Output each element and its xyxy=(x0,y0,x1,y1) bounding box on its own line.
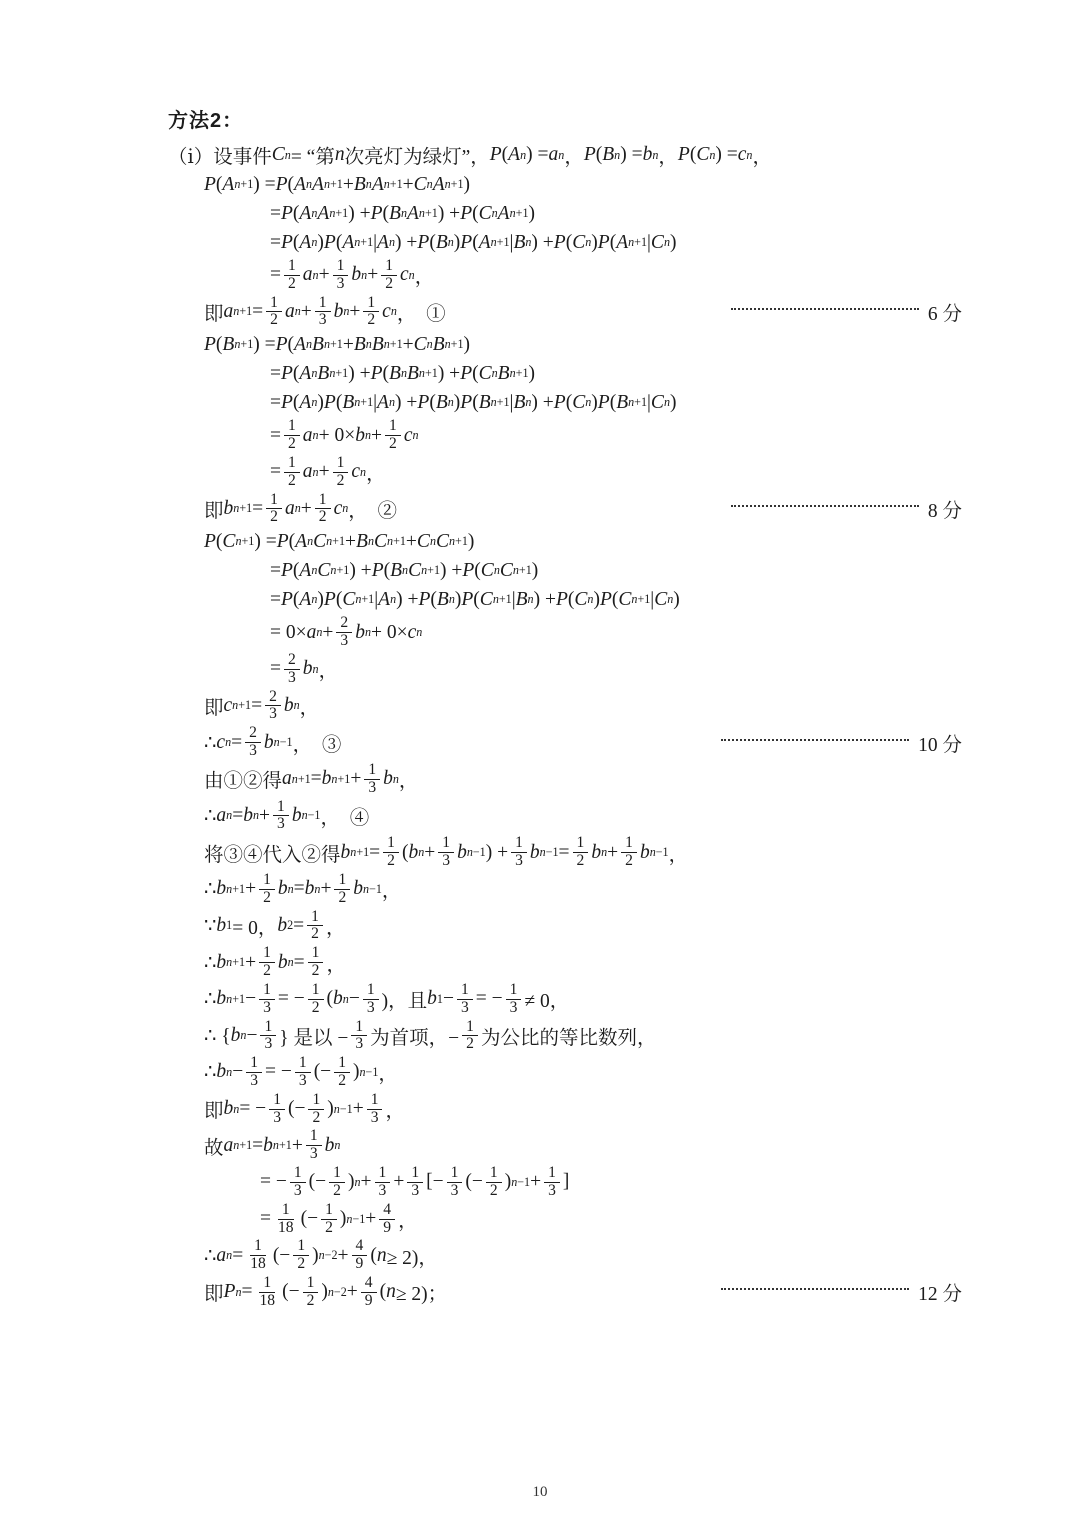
fraction: $\frac{1}{2}$ xyxy=(381,258,397,293)
math-line xyxy=(204,762,962,797)
fraction: $\frac{1}{2}$ xyxy=(315,492,331,527)
fraction: $\frac{1}{3}$ xyxy=(295,1055,311,1090)
fraction: $\frac{1}{2}$ xyxy=(321,1202,337,1237)
math-line xyxy=(204,295,962,330)
fraction: $\frac{1}{3}$ xyxy=(506,982,522,1017)
math-line xyxy=(270,389,962,416)
score-label: 6 分 xyxy=(927,303,962,325)
math-line xyxy=(270,455,962,490)
fraction: $\frac{2}{3}$ xyxy=(284,652,300,687)
fraction: $\frac{2}{3}$ xyxy=(245,725,261,760)
formula: 即 b n = − $\frac{1}{3}$ (− $\frac{1}{2}$ ) n−1 + $\frac{1}{3}$ ， xyxy=(204,1090,405,1126)
fraction: $\frac{1}{2}$ xyxy=(334,1055,350,1090)
fraction: $\frac{1}{3}$ xyxy=(363,982,379,1017)
math-line xyxy=(204,1238,962,1273)
formula: = $\frac{1}{2}$ a n + $\frac{1}{3}$ b n + $\frac{1}{2}$ c n ， xyxy=(270,257,435,292)
dotted-leader xyxy=(721,739,909,741)
score-marker xyxy=(731,298,962,326)
fraction: $\frac{1}{3}$ xyxy=(375,1165,391,1200)
page-number: 10 xyxy=(532,1484,548,1500)
score-label: 8 分 xyxy=(927,500,962,522)
formula: ∴ b n+1 + $\frac{1}{2}$ b n = b n + $\frac{1}{2}$ b n−1 ， xyxy=(204,870,402,906)
fraction: $\frac{1}{2}$ xyxy=(259,872,275,907)
math-line xyxy=(204,725,962,760)
math-line xyxy=(204,492,962,527)
formula: ∴ b n+1 − $\frac{1}{3}$ = − $\frac{1}{2}$ ( b n − $\frac{1}{3}$ )，且 b 1 − $\frac{1}{3}$ = − $\frac{1}{3}$ ≠ 0， xyxy=(204,980,570,1016)
math-line xyxy=(270,258,962,293)
solution-content xyxy=(168,104,962,1312)
fraction: $\frac{1}{3}$ xyxy=(351,1019,367,1054)
dotted-leader xyxy=(731,308,919,310)
math-line xyxy=(260,1202,962,1237)
formula: ∵ b 1 = 0， b 2 = $\frac{1}{2}$ ， xyxy=(204,907,346,943)
fraction: $\frac{1}{3}$ xyxy=(447,1165,463,1200)
fraction: $\frac{1}{3}$ xyxy=(273,799,289,834)
solution-lines xyxy=(168,141,962,1310)
formula: 即 b n+1 = $\frac{1}{2}$ a n + $\frac{1}{2}$ c n ， ② xyxy=(204,490,398,526)
fraction: $\frac{1}{18}$ xyxy=(259,1274,276,1309)
fraction: $\frac{1}{2}$ xyxy=(303,1275,319,1310)
math-line xyxy=(204,872,962,907)
fraction: $\frac{1}{2}$ xyxy=(259,945,275,980)
formula: ∴ b n − $\frac{1}{3}$ = − $\frac{1}{3}$ (− $\frac{1}{2}$ ) n−1 ， xyxy=(204,1054,398,1089)
math-line xyxy=(204,171,962,198)
fraction: $\frac{1}{2}$ xyxy=(308,1092,324,1127)
math-line xyxy=(270,360,962,387)
math-line xyxy=(204,982,962,1017)
fraction: $\frac{1}{3}$ xyxy=(364,762,380,797)
fraction: $\frac{2}{3}$ xyxy=(336,615,352,650)
fraction: $\frac{1}{3}$ xyxy=(315,295,331,330)
formula: ∴ a n = $\frac{1}{18}$ (− $\frac{1}{2}$ ) n−2 + $\frac{4}{9}$ ( n ≥ 2)， xyxy=(204,1237,438,1273)
math-line xyxy=(204,945,962,980)
fraction: $\frac{1}{2}$ xyxy=(293,1238,309,1273)
formula: 即 c n+1 = $\frac{2}{3}$ b n ， xyxy=(204,687,320,723)
dotted-leader xyxy=(721,1288,909,1290)
math-line xyxy=(204,1128,962,1163)
formula: = $\frac{1}{2}$ a n + 0× b n + $\frac{1}{2}$ c n xyxy=(270,417,419,453)
math-line xyxy=(168,141,962,169)
score-marker xyxy=(731,495,962,523)
fraction: $\frac{1}{3}$ xyxy=(544,1165,560,1200)
score-label: 12 分 xyxy=(918,1284,962,1306)
formula: = $\frac{1}{18}$ (− $\frac{1}{2}$ ) n−1 + $\frac{4}{9}$ ， xyxy=(260,1200,418,1236)
fraction: $\frac{1}{2}$ xyxy=(308,945,324,980)
fraction: $\frac{1}{2}$ xyxy=(329,1165,345,1200)
math-line xyxy=(270,200,962,227)
fraction: $\frac{1}{2}$ xyxy=(486,1165,502,1200)
math-line xyxy=(204,689,962,724)
fraction: $\frac{1}{2}$ xyxy=(308,982,324,1017)
math-line xyxy=(270,418,962,453)
score-marker xyxy=(721,1278,962,1306)
formula: = $\frac{2}{3}$ b n ， xyxy=(270,650,339,686)
dotted-leader xyxy=(731,505,919,507)
formula: ∴ b n+1 + $\frac{1}{2}$ b n = $\frac{1}{2}$ ， xyxy=(204,944,346,980)
formula: = $\frac{1}{2}$ a n + $\frac{1}{2}$ c n ， xyxy=(270,453,386,489)
formula: P ( A n+1 ) = P ( A n A n+1 + B n A n+1 + C n A n+1 ) xyxy=(204,173,471,195)
fraction: $\frac{2}{3}$ xyxy=(265,689,281,724)
score-label: 10 分 xyxy=(918,734,962,756)
formula: = P ( A n C n+1 ) + P ( B n C n+1 ) + P ( C n C n+1 ) xyxy=(270,559,539,581)
fraction: $\frac{1}{2}$ xyxy=(363,295,379,330)
fraction: $\frac{1}{3}$ xyxy=(511,835,527,870)
fraction: $\frac{1}{3}$ xyxy=(246,1055,262,1090)
math-line xyxy=(270,652,962,687)
math-line xyxy=(260,1165,962,1200)
fraction: $\frac{1}{2}$ xyxy=(307,909,323,944)
formula: = P ( A n ) P ( B n+1 | A n ) + P ( B n ) P ( B n+1 | B n ) + P ( C n ) P ( B n+1 | C n ) xyxy=(270,391,677,413)
formula: ∴ c n = $\frac{2}{3}$ b n−1 ， ③ xyxy=(204,724,342,760)
fraction: $\frac{1}{2}$ xyxy=(333,455,349,490)
fraction: $\frac{1}{3}$ xyxy=(407,1165,423,1200)
fraction: $\frac{1}{2}$ xyxy=(334,872,350,907)
fraction: $\frac{1}{2}$ xyxy=(284,418,300,453)
math-line xyxy=(204,1275,962,1310)
formula: = P ( A n ) P ( C n+1 | A n ) + P ( B n ) P ( C n+1 | B n ) + P ( C n ) P ( C n+1 | C n ) xyxy=(270,588,680,610)
fraction: $\frac{4}{9}$ xyxy=(352,1238,368,1273)
formula: 即 P n = $\frac{1}{18}$ (− $\frac{1}{2}$ ) n−2 + $\frac{4}{9}$ ( n ≥ 2)； xyxy=(204,1274,448,1309)
fraction: $\frac{1}{18}$ xyxy=(250,1237,266,1273)
formula: ∴ a n = b n + $\frac{1}{3}$ b n−1 ， ④ xyxy=(204,797,370,833)
fraction: $\frac{1}{3}$ xyxy=(438,835,454,870)
fraction: $\frac{1}{3}$ xyxy=(269,1092,285,1127)
formula: 即 a n+1 = $\frac{1}{2}$ a n + $\frac{1}{3}$ b n + $\frac{1}{2}$ c n ， ① xyxy=(204,293,446,329)
formula: = 0× a n + $\frac{2}{3}$ b n + 0× c n xyxy=(270,614,423,650)
math-line xyxy=(270,229,962,256)
formula: P ( C n+1 ) = P ( A n C n+1 + B n C n+1 + C n C n+1 ) xyxy=(204,530,475,552)
math-line xyxy=(204,331,962,358)
fraction: $\frac{4}{9}$ xyxy=(361,1275,377,1310)
math-line xyxy=(204,528,962,555)
fraction: $\frac{1}{3}$ xyxy=(333,258,349,293)
math-line xyxy=(204,1055,962,1090)
fraction: $\frac{1}{3}$ xyxy=(259,982,275,1017)
math-line xyxy=(270,586,962,613)
formula: P ( B n+1 ) = P ( A n B n+1 + B n B n+1 + C n B n+1 ) xyxy=(204,333,471,355)
math-line xyxy=(270,557,962,584)
math-line xyxy=(204,909,962,944)
fraction: $\frac{1}{2}$ xyxy=(462,1019,478,1054)
formula: = − $\frac{1}{3}$ (− $\frac{1}{2}$ ) n + $\frac{1}{3}$ + $\frac{1}{3}$ [− $\frac{1}{3}$ (− $\frac{1}{2}$ ) n−1 + $\frac{1}{3}$ ] xyxy=(260,1164,570,1199)
section-heading: 方法2： xyxy=(168,110,244,132)
fraction: $\frac{1}{2}$ xyxy=(266,492,282,527)
fraction: $\frac{1}{2}$ xyxy=(284,455,300,490)
math-line xyxy=(204,1019,962,1054)
fraction: $\frac{1}{2}$ xyxy=(284,258,300,293)
formula: 将③④代入②得 b n+1 = $\frac{1}{2}$ ( b n + $\frac{1}{3}$ b n−1 ) + $\frac{1}{3}$ b n−1 = $\frac{1}{2}$ b n + $\frac{1}{2}$ b n−1 ， xyxy=(204,834,689,870)
formula: = P ( A n B n+1 ) + P ( B n B n+1 ) + P ( C n B n+1 ) xyxy=(270,362,535,384)
formula: = P ( A n A n+1 ) + P ( B n A n+1 ) + P ( C n A n+1 ) xyxy=(270,202,535,224)
fraction: $\frac{1}{2}$ xyxy=(383,835,399,870)
formula: 故 a n+1 = b n+1 + $\frac{1}{3}$ b n xyxy=(204,1127,341,1163)
score-marker xyxy=(721,729,962,757)
fraction: $\frac{1}{3}$ xyxy=(260,1019,276,1054)
fraction: $\frac{1}{3}$ xyxy=(367,1092,383,1127)
fraction: $\frac{1}{2}$ xyxy=(621,835,637,870)
fraction: $\frac{1}{3}$ xyxy=(290,1165,306,1200)
fraction: $\frac{1}{2}$ xyxy=(266,295,282,330)
math-line xyxy=(204,835,962,870)
formula: = P ( A n ) P ( A n+1 | A n ) + P ( B n ) P ( A n+1 | B n ) + P ( C n ) P ( A n+1 | C n ) xyxy=(270,231,677,253)
fraction: $\frac{1}{2}$ xyxy=(385,418,401,453)
math-line xyxy=(204,1092,962,1127)
fraction: $\frac{4}{9}$ xyxy=(379,1202,395,1237)
formula: （ⅰ）设事件 C n = “第 n 次亮灯为绿灯”， P ( A n ) = a n ， P ( B n ) = b n ， P ( C n ) = c n ， xyxy=(168,144,772,168)
math-line xyxy=(270,615,962,650)
formula: ∴ { b n − $\frac{1}{3}$ } 是以 − $\frac{1}{3}$ 为首项，− $\frac{1}{2}$ 为公比的等比数列， xyxy=(204,1017,657,1053)
fraction: $\frac{1}{2}$ xyxy=(573,835,589,870)
fraction: $\frac{1}{18}$ xyxy=(278,1200,294,1236)
formula: 由①②得 a n+1 = b n+1 + $\frac{1}{3}$ b n ， xyxy=(204,760,419,796)
fraction: $\frac{1}{3}$ xyxy=(457,982,473,1017)
fraction: $\frac{1}{3}$ xyxy=(306,1128,322,1163)
math-line xyxy=(204,799,962,834)
